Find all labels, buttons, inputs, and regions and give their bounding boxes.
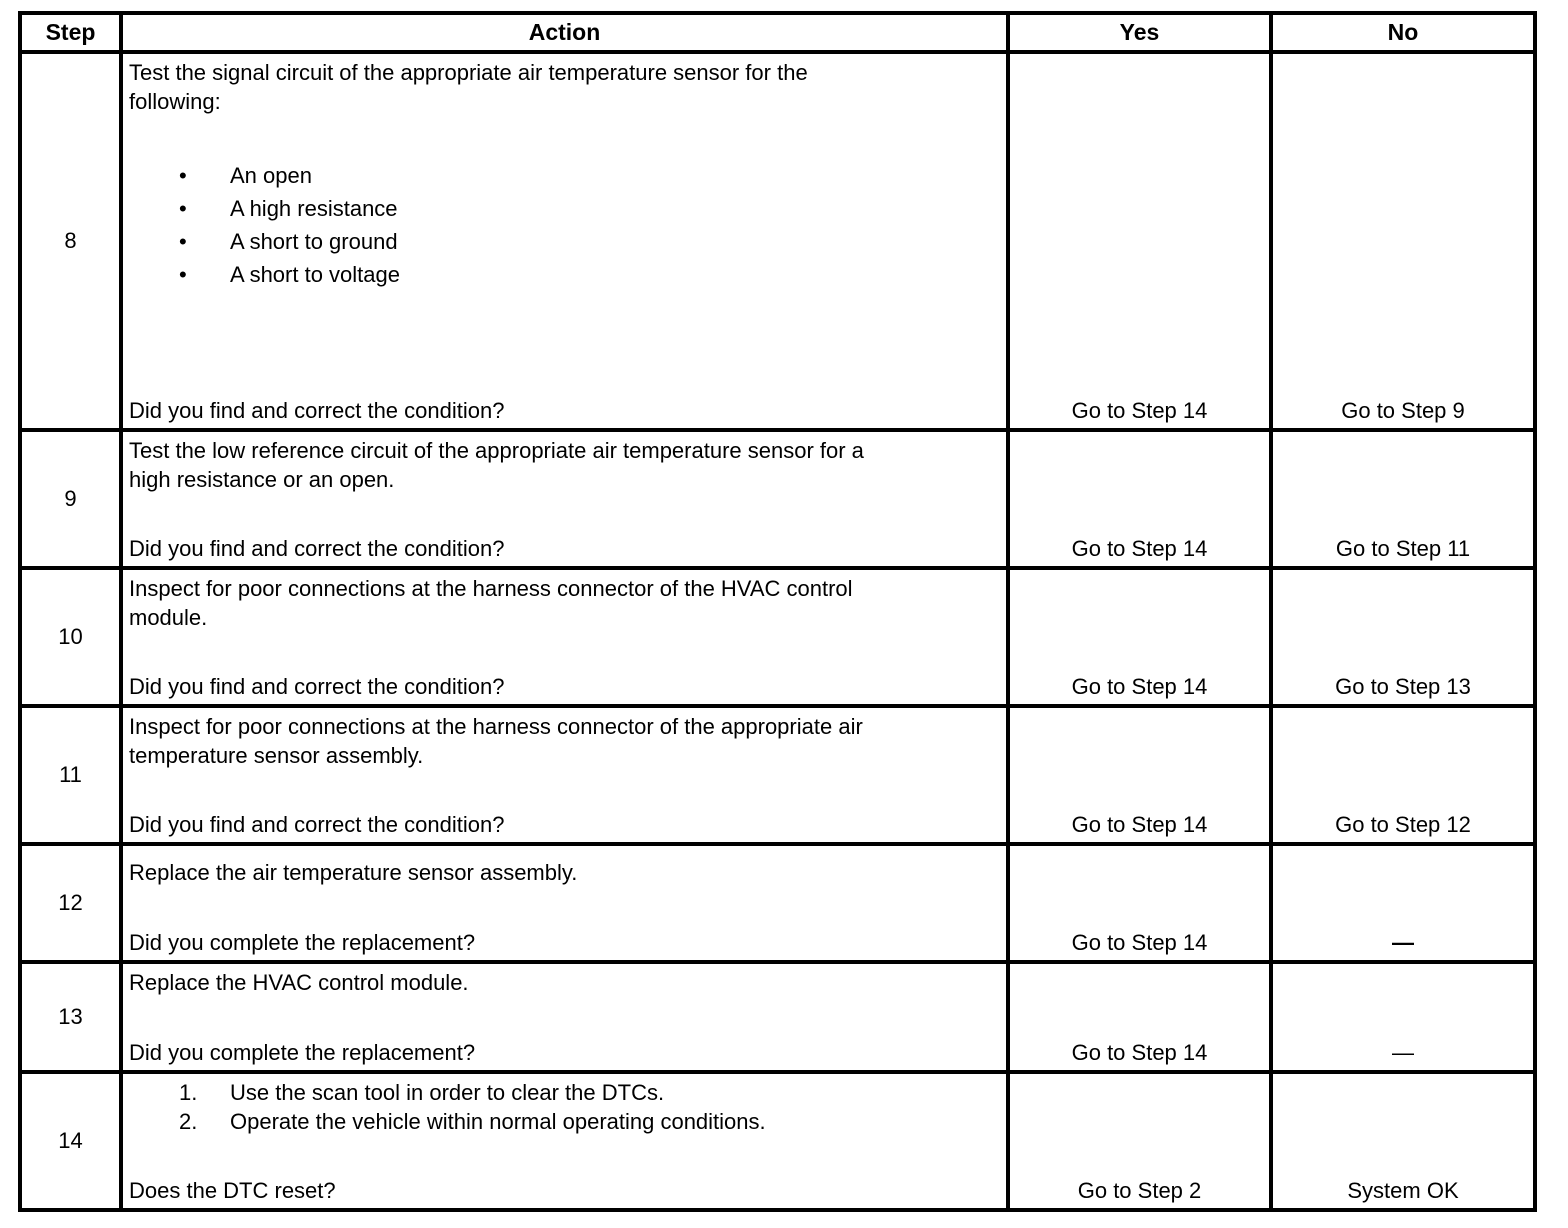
action-text: Test the signal circuit of the appropriate air temperature sensor for the — [129, 60, 808, 85]
table-row — [20, 962, 1535, 1072]
no-cell — [1271, 706, 1535, 844]
table-row — [20, 430, 1535, 568]
action-cell — [121, 1072, 1008, 1210]
yes-result: Go to Step 14 — [1071, 674, 1208, 699]
step-number: 11 — [20, 706, 121, 844]
question-text: Did you find and correct the condition? — [129, 812, 505, 837]
yes-cell — [1008, 962, 1271, 1072]
yes-cell — [1008, 568, 1271, 706]
step-number: 12 — [20, 844, 121, 962]
no-result: System OK — [1347, 1178, 1459, 1203]
yes-cell — [1008, 706, 1271, 844]
list-item: • A short to voltage — [129, 258, 1000, 291]
action-text: following: — [129, 89, 221, 114]
step-number: 8 — [20, 52, 121, 430]
yes-result: Go to Step 14 — [1071, 536, 1208, 561]
no-cell — [1271, 1072, 1535, 1210]
question-text: Does the DTC reset? — [129, 1178, 336, 1203]
yes-cell — [1008, 430, 1271, 568]
header-no: No — [1271, 13, 1535, 52]
yes-result: Go to Step 14 — [1071, 812, 1208, 837]
list-text: Operate the vehicle within normal operating conditions. — [230, 1109, 766, 1134]
step-number: 9 — [20, 430, 121, 568]
action-cell — [121, 844, 1008, 962]
no-cell — [1271, 568, 1535, 706]
table-row — [20, 844, 1535, 962]
question-text: Did you find and correct the condition? — [129, 398, 505, 423]
step-number: 13 — [20, 962, 121, 1072]
list-item — [129, 1107, 1000, 1136]
no-cell — [1271, 962, 1535, 1072]
yes-cell — [1008, 1072, 1271, 1210]
action-text: temperature sensor assembly. — [129, 743, 424, 768]
yes-result: Go to Step 14 — [1071, 398, 1208, 423]
no-cell — [1271, 844, 1535, 962]
no-result: Go to Step 9 — [1341, 398, 1465, 423]
yes-cell — [1008, 844, 1271, 962]
table-row — [20, 568, 1535, 706]
question-text: Did you complete the replacement? — [129, 930, 476, 955]
numbered-list — [129, 1078, 1000, 1136]
question-text: Did you find and correct the condition? — [129, 536, 505, 561]
header-step: Step — [20, 13, 121, 52]
list-text: Use the scan tool in order to clear the DTCs. — [230, 1080, 665, 1105]
action-cell — [121, 430, 1008, 568]
step-number: 14 — [20, 1072, 121, 1210]
list-item — [129, 1078, 1000, 1107]
table-row — [20, 706, 1535, 844]
question-text: Did you complete the replacement? — [129, 1040, 476, 1065]
no-result: — — [1392, 1040, 1414, 1065]
header-action: Action — [121, 13, 1008, 52]
action-text: Inspect for poor connections at the harness connector of the appropriate air — [129, 714, 863, 739]
list-number: 2. — [179, 1109, 198, 1134]
action-cell — [121, 962, 1008, 1072]
no-result: — — [1392, 930, 1414, 955]
no-result: Go to Step 13 — [1335, 674, 1471, 699]
action-text: module. — [129, 605, 208, 630]
yes-result: Go to Step 14 — [1071, 1040, 1208, 1065]
action-cell — [121, 568, 1008, 706]
table-row — [20, 1072, 1535, 1210]
action-text: Replace the HVAC control module. — [129, 970, 469, 995]
no-result: Go to Step 12 — [1335, 812, 1471, 837]
list-item: • A short to ground — [129, 225, 1000, 258]
action-text: Test the low reference circuit of the appropriate air temperature sensor for a — [129, 438, 864, 463]
yes-result: Go to Step 2 — [1077, 1178, 1202, 1203]
header-yes: Yes — [1008, 13, 1271, 52]
header-row — [20, 13, 1535, 52]
step-number: 10 — [20, 568, 121, 706]
list-item: • A high resistance — [129, 192, 1000, 225]
list-item: • An open — [129, 159, 1000, 192]
action-text: high resistance or an open. — [129, 467, 395, 492]
action-text: Replace the air temperature sensor assembly. — [129, 860, 578, 885]
action-cell — [121, 52, 1008, 430]
action-cell — [121, 706, 1008, 844]
yes-result: Go to Step 14 — [1071, 930, 1208, 955]
list-number: 1. — [179, 1080, 198, 1105]
action-text: Inspect for poor connections at the harness connector of the HVAC control — [129, 576, 853, 601]
question-text: Did you find and correct the condition? — [129, 674, 505, 699]
no-result: Go to Step 11 — [1335, 536, 1471, 561]
no-cell — [1271, 430, 1535, 568]
no-cell — [1271, 52, 1535, 430]
yes-cell — [1008, 52, 1271, 430]
bullet-list — [129, 159, 1000, 291]
table-row — [20, 52, 1535, 430]
diagnostic-table — [18, 11, 1537, 1212]
